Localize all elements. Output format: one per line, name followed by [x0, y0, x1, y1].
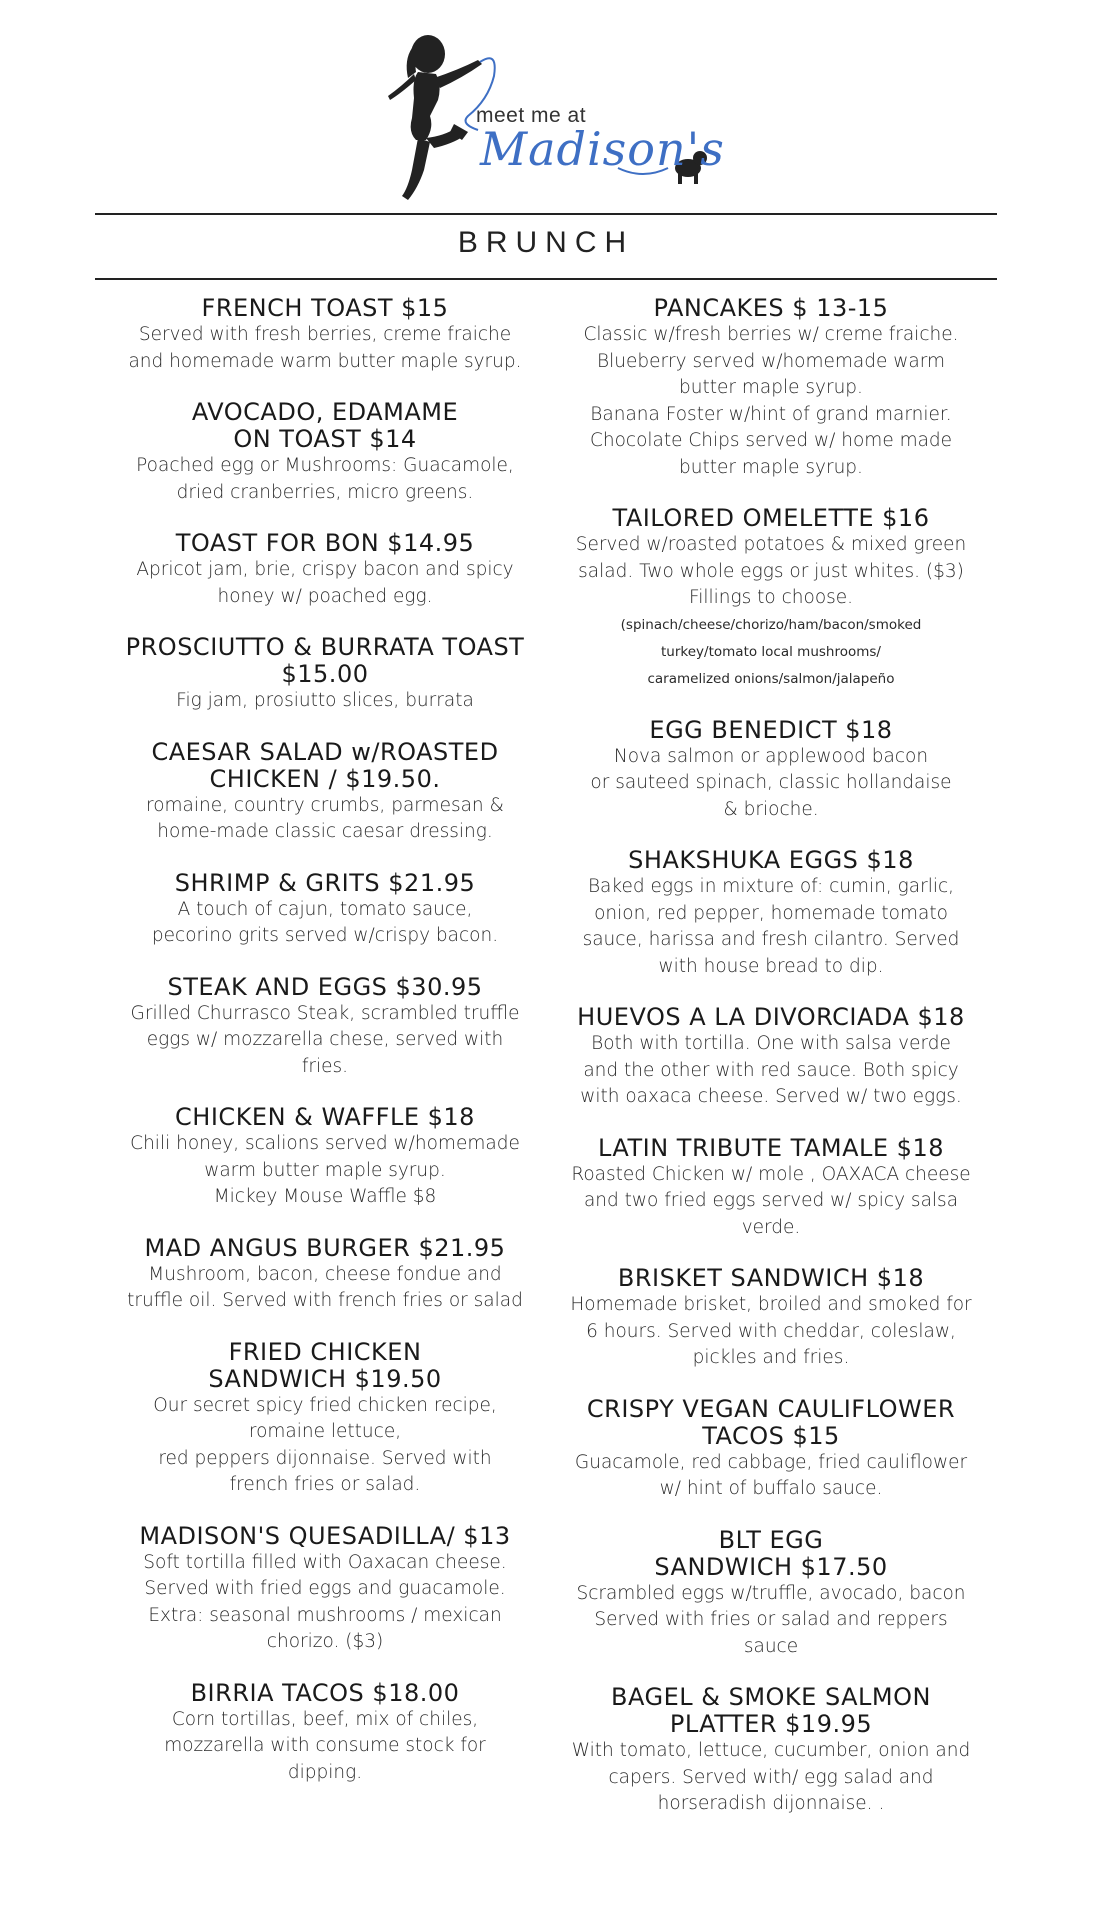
menu-column-left [110, 295, 540, 1810]
menu-item [556, 1265, 986, 1372]
menu-item-description: Classic w/fresh berries w/ creme fraiche. Blueberry served w/homemade warm butter maple syrup. Banana Foster w/hint of grand marnier. Chocolate Chips served w/ home made butter maple syrup. [583, 324, 959, 478]
menu-item-name: PANCAKES $ 13-15 [653, 294, 889, 322]
menu-item-description: Mushroom, bacon, cheese fondue and truffle oil. Served with french fries or salad [127, 1263, 523, 1311]
menu-item-name: FRIED CHICKEN SANDWICH $19.50 [208, 1337, 442, 1393]
menu-item-description: Served with fresh berries, creme fraiche and homemade warm butter maple syrup. [128, 324, 522, 372]
menu-item-description: With tomato, lettuce, cucumber, onion and capers. Served with/ egg salad and horseradish dijonnaise. . [571, 1740, 971, 1814]
menu-item [110, 870, 540, 950]
menu-item-description: Soft tortilla filled with Oaxacan cheese. Served with fried eggs and guacamole. Extra: seasonal mushrooms / mexican chorizo. ($3) [143, 1551, 507, 1652]
menu-item-name: SHAKSHUKA EGGS $18 [628, 846, 914, 874]
menu-item [110, 295, 540, 375]
menu-item-name: EGG BENEDICT $18 [649, 715, 893, 744]
menu-item [110, 1104, 540, 1211]
menu-item [556, 847, 986, 980]
restaurant-logo [368, 20, 725, 210]
menu-item [110, 974, 540, 1081]
menu-item-name: HUEVOS A LA DIVORCIADA $18 [577, 1003, 965, 1031]
menu-item [110, 634, 540, 715]
section-title: BRUNCH [457, 226, 635, 259]
menu-item-name: SHRIMP & GRITS $21.95 [174, 868, 476, 897]
menu-item-description: Our secret spicy fried chicken recipe, romaine lettuce, red peppers dijonnaise. Served with french fries or salad. [153, 1394, 497, 1495]
menu-item-description: Corn tortillas, beef, mix of chiles, mozzarella with consume stock for dipping. [164, 1708, 486, 1783]
menu-item [556, 1527, 986, 1661]
menu-item-description: Chili honey, scalions served w/homemade warm butter maple syrup. Mickey Mouse Waffle $8 [130, 1133, 520, 1207]
menu-item [110, 1680, 540, 1787]
menu-item-name: MADISON'S QUESADILLA/ $13 [139, 1521, 511, 1550]
header-divider-top [95, 213, 997, 215]
menu-item-description: Grilled Churrasco Steak, scrambled truffle eggs w/ mozzarella chese, served with fries. [130, 1002, 520, 1077]
menu-item [556, 505, 986, 693]
menu-item-name: CRISPY VEGAN CAULIFLOWER TACOS $15 [586, 1394, 956, 1450]
menu-item-name: LATIN TRIBUTE TAMALE $18 [597, 1133, 944, 1162]
menu-item-name: BLT EGG SANDWICH $17.50 [654, 1525, 888, 1581]
menu-item-name: TAILORED OMELETTE $16 [612, 504, 930, 532]
menu-item [556, 1396, 986, 1503]
menu-item [110, 1523, 540, 1656]
menu-item [556, 1684, 986, 1818]
menu-item-name: STEAK AND EGGS $30.95 [167, 972, 483, 1001]
menu-item [110, 1339, 540, 1499]
menu-item-name: BRISKET SANDWICH $18 [617, 1264, 925, 1292]
menu-item-description: A touch of cajun, tomato sauce, pecorino grits served w/crispy bacon. [151, 898, 499, 946]
menu-item-name: CHICKEN & WAFFLE $18 [175, 1103, 475, 1131]
menu-item-description: Baked eggs in mixture of: cumin, garlic, onion, red pepper, homemade tomato sauce, harissa and fresh cilantro. Served with house bread to dip. [582, 876, 960, 977]
menu-item-description: Apricot jam, brie, crispy bacon and spicy honey w/ poached egg. [136, 559, 514, 607]
menu-item-description: Fig jam, prosiutto slices, burrata [176, 690, 474, 711]
menu-item-description: Guacamole, red cabbage, fried cauliflower w/ hint of buffalo sauce. [574, 1451, 968, 1499]
menu-item-name: FRENCH TOAST $15 [201, 294, 449, 322]
menu-item-description: Nova salmon or applewood bacon or sauteed spinach, classic hollandaise & brioche. [590, 745, 952, 820]
menu-item [110, 1235, 540, 1315]
menu-item-name: AVOCADO, EDAMAME ON TOAST $14 [191, 398, 459, 453]
menu-item [556, 1135, 986, 1242]
menu-item [110, 399, 540, 506]
menu-item [556, 717, 986, 824]
menu-item-description: Both with tortilla. One with salsa verde and the other with red sauce. Both spicy with oaxaca cheese. Served w/ two eggs. [580, 1033, 962, 1107]
menu-item-name: PROSCIUTTO & BURRATA TOAST $15.00 [125, 633, 525, 688]
menu-item-description: Homemade brisket, broiled and smoked for 6 hours. Served with cheddar, coleslaw, pickles and fries. [570, 1294, 972, 1368]
menu-item-name: MAD ANGUS BURGER $21.95 [144, 1233, 506, 1262]
menu-item [110, 739, 540, 846]
menu-item-name: BIRRIA TACOS $18.00 [190, 1678, 460, 1707]
menu-column-right [556, 295, 986, 1842]
logo-tagline: meet me at [476, 104, 587, 127]
menu-item-name: BAGEL & SMOKE SALMON PLATTER $19.95 [611, 1683, 931, 1738]
menu-item [556, 295, 986, 481]
menu-item-name: TOAST FOR BON $14.95 [175, 529, 475, 557]
menu-item-description: romaine, country crumbs, parmesan & home-made classic caesar dressing. [146, 794, 504, 842]
menu-item-description: Served w/roasted potatoes & mixed green salad. Two whole eggs or just whites. ($3) Fillings to choose. [575, 534, 967, 608]
menu-item-description: Scrambled eggs w/truffle, avocado, bacon Served with fries or salad and reppers sauce [576, 1582, 966, 1657]
menu-item [556, 1004, 986, 1111]
menu-item [110, 530, 540, 610]
menu-item-description: Roasted Chicken w/ mole , OAXACA cheese and two fried eggs served w/ spicy salsa verde. [571, 1163, 971, 1238]
menu-item-description: Poached egg or Mushrooms: Guacamole, dried cranberries, micro greens. [136, 455, 514, 503]
header-divider-bottom [95, 278, 997, 280]
menu-item-name: CAESAR SALAD w/ROASTED CHICKEN / $19.50. [151, 737, 499, 793]
menu-item-note: (spinach/cheese/chorizo/ham/bacon/smoked turkey/tomato local mushrooms/ caramelized onions/salmon/jalapeño [620, 616, 922, 687]
logo-script-name: Madison's [480, 122, 725, 176]
